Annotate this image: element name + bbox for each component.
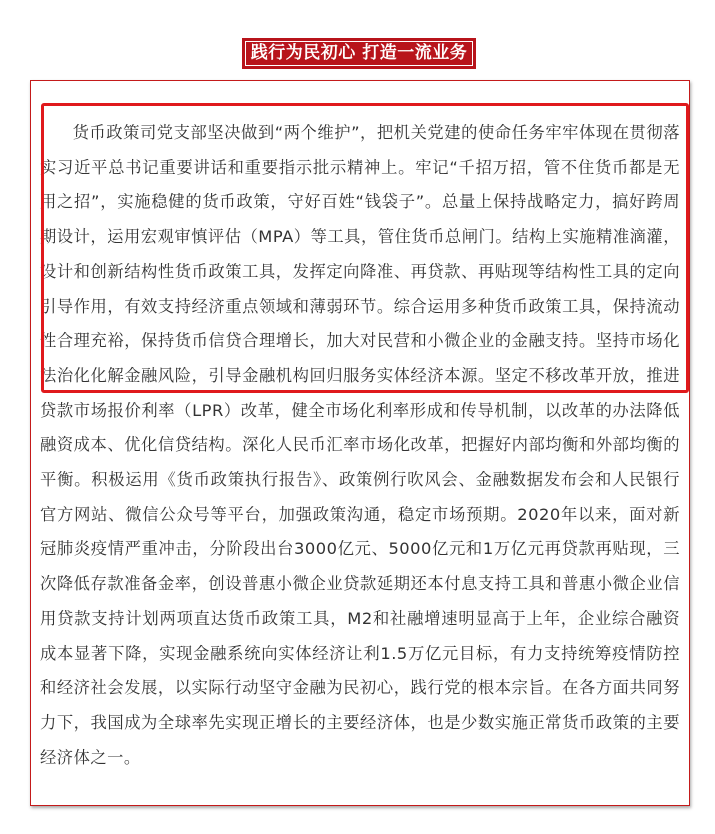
article-paragraph: 货币政策司党支部坚决做到“两个维护”，把机关党建的使命任务牢牢体现在贯彻落实习近平总书记重要讲话和重要指示批示精神上。牢记“千招万招，管不住货币都是无用之招”，实施稳健的货币政策，守好百姓“钱袋子”。总量上保持战略定力，搞好跨周期设计，运用宏观审慎评估（MPA）等工具，管住货币总闸门。结构上实施精准滴灌，设计和创新结构性货币政策工具，发挥定向降准、再贷款、再贴现等结构性工具的定向引导作用，有效支持经济重点领域和薄弱环节。综合运用多种货币政策工具，保持流动性合理充裕，保持货币信贷合理增长，加大对民营和小微企业的金融支持。坚持市场化法治化化解金融风险，引导金融机构回归服务实体经济本源。坚定不移改革开放，推进贷款市场报价利率（LPR）改革，健全市场化利率形成和传导机制，以改革的办法降低融资成本、优化信贷结构。深化人民币汇率市场化改革，把握好内部均衡和外部均衡的平衡。积极运用《货币政策执行报告》、政策例行吹风会、金融数据发布会和人民银行官方网站、微信公众号等平台，加强政策沟通，稳定市场预期。2020年以来，面对新冠肺炎疫情严重冲击，分阶段出台3000亿元、5000亿元和1万亿元再贷款再贴现，三次降低存款准备金率，创设普惠小微企业贷款延期还本付息支持工具和普惠小微企业信用贷款支持计划两项直达货币政策工具，M2和社融增速明显高于上年，企业综合融资成本显著下降，实现金融系统向实体经济让利1.5万亿元目标，有力支持统筹疫情防控和经济社会发展，以实际行动坚守金融为民初心，践行党的根本宗旨。在各方面共同努力下，我国成为全球率先实现正增长的主要经济体，也是少数实施正常货币政策的主要经济体之一。 (40, 123, 680, 767)
section-title-badge: 践行为民初心 打造一流业务 (242, 38, 476, 69)
